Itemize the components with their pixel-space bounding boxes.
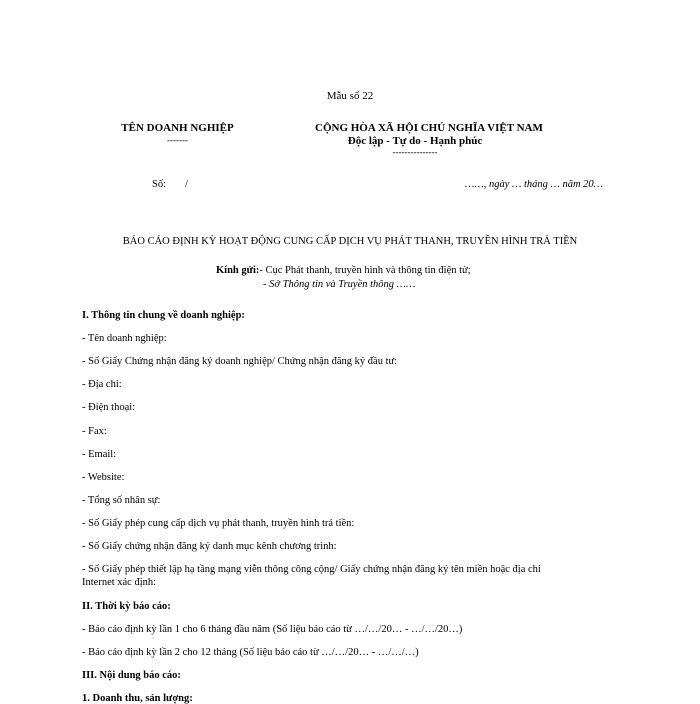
document-number-label: Số: xyxy=(152,179,167,190)
recipient-1: - Cục Phát thanh, truyền hình và thông tin điện tử; xyxy=(259,265,471,276)
recipient-2: - Sở Thông tin và Truyền thông …… xyxy=(263,279,416,290)
form-number: Mẫu số 22 xyxy=(326,90,374,102)
list-item: - Báo cáo định kỳ lần 1 cho 6 tháng đầu năm (Số liệu báo cáo từ …/…/20… - …/…/20…) xyxy=(82,624,463,635)
list-item: - Website: xyxy=(82,472,125,483)
list-item-continuation: Internet xác định: xyxy=(82,577,157,588)
list-item: - Số Giấy phép cung cấp dịch vụ phát thanh, truyền hình trả tiền: xyxy=(82,518,355,529)
national-motto: Độc lập - Tự do - Hạnh phúc xyxy=(347,135,483,147)
list-item: - Email: xyxy=(82,449,117,460)
list-item: - Số Giấy chứng nhận đăng ký danh mục kênh chương trình: xyxy=(82,541,337,552)
list-item: - Điện thoại: xyxy=(82,402,136,413)
motto-rule: --------------- xyxy=(392,147,438,157)
section-3-heading: III. Nội dung báo cáo: xyxy=(82,670,181,681)
recipient-line-1 xyxy=(216,265,471,276)
document-date: ……, ngày … tháng … năm 20… xyxy=(465,179,603,190)
document-number-slash: / xyxy=(185,179,188,190)
subsection-1-heading: 1. Doanh thu, sản lượng: xyxy=(82,693,193,704)
company-rule: ------- xyxy=(167,135,188,145)
section-2-heading: II. Thời kỳ báo cáo: xyxy=(82,601,171,612)
list-item: - Tổng số nhân sự: xyxy=(82,495,161,506)
company-name-label: TÊN DOANH NGHIỆP xyxy=(121,122,234,134)
list-item: - Số Giấy phép thiết lập hạ tầng mạng viễn thông công cộng/ Giấy chứng nhận đăng ký tên miền hoặc địa chỉ xyxy=(82,564,541,575)
list-item: - Tên doanh nghiệp: xyxy=(82,333,167,344)
list-item: - Báo cáo định kỳ lần 2 cho 12 tháng (Số liệu báo cáo từ …/…/20… - …/…/…) xyxy=(82,647,419,658)
recipient-label: Kính gửi: xyxy=(216,265,260,276)
report-title: BÁO CÁO ĐỊNH KỲ HOẠT ĐỘNG CUNG CẤP DỊCH VỤ PHÁT THANH, TRUYỀN HÌNH TRẢ TIỀN xyxy=(122,236,578,247)
list-item: - Địa chỉ: xyxy=(82,379,122,390)
country-name: CỘNG HÒA XÃ HỘI CHỦ NGHĨA VIỆT NAM xyxy=(315,122,543,134)
list-item: - Số Giấy Chứng nhận đăng ký doanh nghiệp/ Chứng nhận đăng ký đầu tư: xyxy=(82,356,398,367)
list-item: - Fax: xyxy=(82,426,107,437)
section-1-heading: I. Thông tin chung về doanh nghiệp: xyxy=(82,310,245,321)
